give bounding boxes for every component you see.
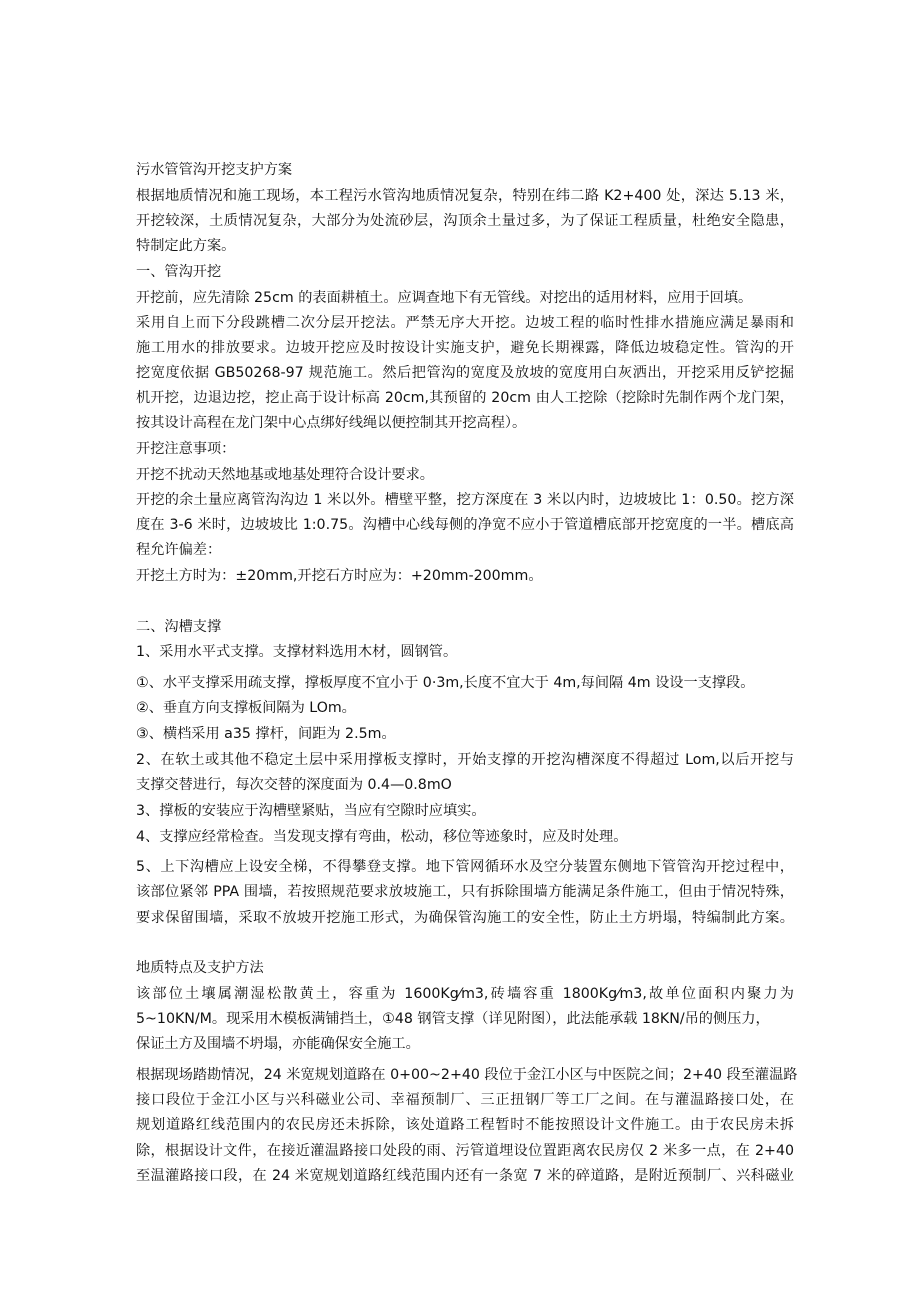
support-item-4: 4、支撑应经常检查。当发现支撑有弯曲，松动，移位等迹象时，应及时处理。 — [136, 829, 628, 845]
note-line: 度在 3-6 米时，边坡坡比 1:0.75。沟槽中心线每侧的净宽不应小于管道槽底部开挖宽度的一半。槽底高 — [136, 517, 794, 533]
section-heading-excavation: 一、管沟开挖 — [136, 264, 222, 280]
section-heading-trench-support: 二、沟槽支撑 — [136, 619, 222, 635]
support-item-2: 支撑交替进行，每次交替的深度面为 0.4—0.8mO — [136, 777, 452, 793]
geology-line: 该部位土壤属潮湿松散黄土，容重为 1600Kg⁄m3,砖墙容重 1800Kg⁄m3,故单位面积内聚力为 — [136, 986, 794, 1002]
intro-line: 特制定此方案。 — [136, 238, 236, 254]
document-title: 污水管管沟开挖支护方案 — [136, 162, 293, 178]
site-survey-line: 根据现场踏勘情况，24 米宽规划道路在 0+00~2+40 段位于金江小区与中医院之间；2+40 段至灌温路 — [136, 1067, 798, 1083]
support-item-3: 3、撑板的安装应于沟槽壁紧贴，当应有空隙时应填实。 — [136, 803, 486, 819]
section-heading-geology: 地质特点及支护方法 — [136, 960, 264, 976]
support-item-1: 1、采用水平式支撑。支撑材料选用木材，圆钢管。 — [136, 644, 458, 660]
site-survey-line: 除，根据设计文件，在接近灌温路接口处段的雨、污管道埋设位置距离农民房仅 2 米多一点，在 2+40 — [136, 1143, 794, 1159]
excavation-line: 开挖前，应先清除 25cm 的表面耕植土。应调查地下有无管线。对挖出的适用材料，应用于回填。 — [136, 290, 753, 306]
excavation-line: 机开挖，边退边挖，挖止高于设计标高 20cm,其预留的 20cm 由人工挖除（挖除时先制作两个龙门架， — [136, 390, 794, 406]
site-survey-line: 规划道路红线范围内的农民房还未拆除，该处道路工程暂时不能按照设计文件施工。由于农民房未拆 — [136, 1117, 794, 1133]
support-item-5: 要求保留围墙，采取不放坡开挖施工形式，为确保管沟施工的安全性，防止土方坍塌，特编制此方案。 — [136, 910, 794, 926]
excavation-line: 采用自上而下分段跳槽二次分层开挖法。严禁无序大开挖。边坡工程的临时性排水措施应满足暴雨和 — [136, 315, 794, 331]
site-survey-line: 接口段位于金江小区与兴科磁业公司、幸福预制厂、三正扭钢厂等工厂之间。在与灌温路接口处，在 — [136, 1092, 794, 1108]
support-subitem-1: ①、水平支撑采用疏支撑，撑板厚度不宜小于 0·3m,长度不宜大于 4m,每间隔 4m 设设一支撑段。 — [136, 675, 755, 691]
support-item-5: 5、上下沟槽应上设安全梯，不得攀登支撑。地下管网循环水及空分装置东侧地下管管沟开挖过程中， — [136, 859, 794, 875]
site-survey-line: 至温灌路接口段，在 24 米宽规划道路红线范围内还有一条宽 7 米的碎道路，是附近预制厂、兴科磁业 — [136, 1168, 794, 1184]
intro-line: 根据地质情况和施工现场，本工程污水管沟地质情况复杂，特别在纬二路 K2+400 处，深达 5.13 米， — [136, 188, 794, 204]
support-item-5: 该部位紧邻 PPA 围墙，若按照规范要求放坡施工，只有拆除围墙方能满足条件施工，但由于情况特殊， — [136, 884, 794, 900]
support-item-2: 2、在软土或其他不稳定土层中采用撑板支撑时，开始支撑的开挖沟槽深度不得超过 Lom,以后开挖与 — [136, 752, 794, 768]
geology-line: 5~10KN/M。现采用木模板满铺挡土，①48 钢管支撑（详见附图），此法能承载 18KN/吊的侧压力， — [136, 1011, 770, 1027]
note-line: 开挖不扰动天然地基或地基处理符合设计要求。 — [136, 467, 434, 483]
intro-line: 开挖较深，土质情况复杂，大部分为处流砂层，沟顶余土量过多，为了保证工程质量，杜绝安全隐患， — [136, 213, 794, 229]
note-line: 开挖的余土量应离管沟沟边 1 米以外。槽壁平整，挖方深度在 3 米以内时，边坡坡比 1：0.50。挖方深 — [136, 492, 794, 508]
excavation-line: 按其设计高程在龙门架中心点绑好线绳以便控制其开挖高程）。 — [136, 415, 527, 431]
support-subitem-3: ③、横档采用 a35 撑杆，间距为 2.5m。 — [136, 726, 396, 742]
note-line: 程允许偏差： — [136, 542, 222, 558]
excavation-line: 挖宽度依据 GB50268-97 规范施工。然后把管沟的宽度及放坡的宽度用白灰洒出，开挖采用反铲挖掘 — [136, 365, 794, 381]
notes-heading: 开挖注意事项： — [136, 441, 236, 457]
geology-line: 保证土方及围墙不坍塌，亦能确保安全施工。 — [136, 1036, 420, 1052]
note-line: 开挖土方时为：±20mm,开挖石方时应为：+20mm-200mm。 — [136, 568, 543, 584]
excavation-line: 施工用水的排放要求。边坡开挖应及时按设计实施支护，避免长期裸露，降低边坡稳定性。管沟的开 — [136, 340, 794, 356]
support-subitem-2: ②、垂直方向支撑板间隔为 LOm。 — [136, 700, 356, 716]
